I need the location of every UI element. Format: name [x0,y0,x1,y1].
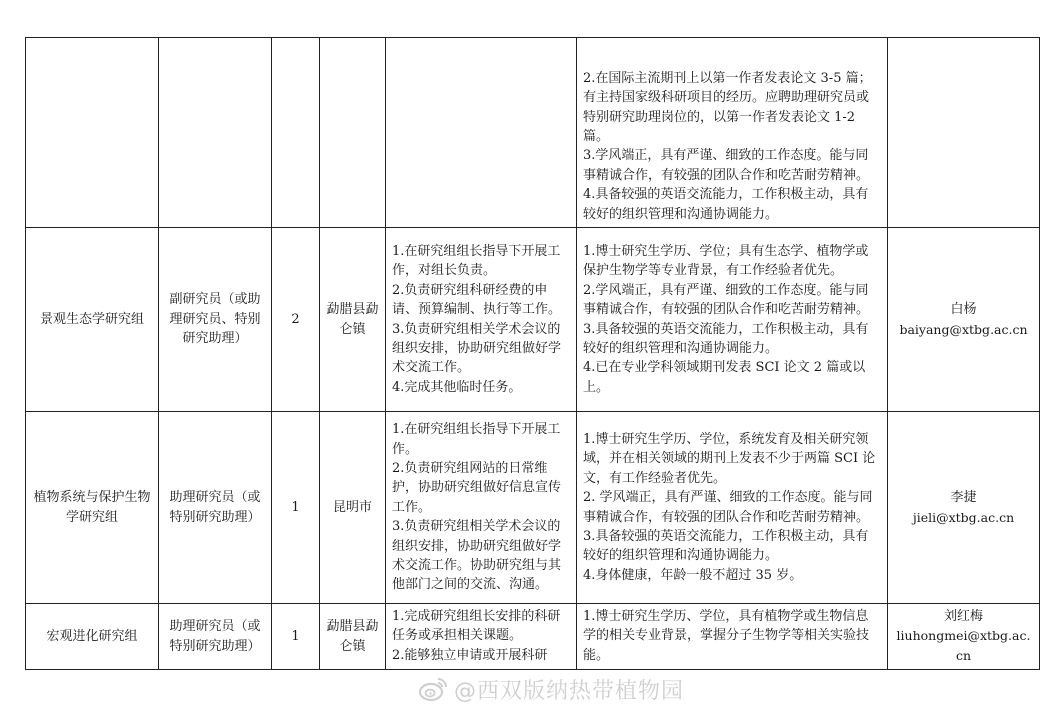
requirements-item: 3.具备较强的英语交流能力，工作积极主动，具有较好的组织管理和沟通协调能力。 [583,321,869,356]
requirements-cell [577,604,888,670]
contact-cell [888,604,1040,670]
contact-cell [888,38,1040,228]
requirements-cell [577,412,888,604]
location-cell [320,38,386,228]
group-cell: 景观生态学研究组 [26,228,159,412]
headcount-cell [272,38,320,228]
duties-item: 2.负责研究组科研经费的申请、预算编制、执行等工作。 [392,282,562,318]
contact-cell [888,228,1040,412]
duties-item: 1.在研究组组长指导下开展工作，对组长负责。 [392,243,561,279]
duties-item: 2.能够独立申请或开展科研 [392,647,548,663]
watermark [418,672,684,706]
requirements-item: 4.具备较强的英语交流能力，工作积极主动，具有较好的组织管理和沟通协调能力。 [583,187,869,222]
duties-cell [386,604,577,670]
contact-name: 李捷 [950,490,977,506]
requirements-item: 1.博士研究生学历、学位；具有生态学、植物学或保护生物学等专业背景，有工作经验者优先。 [583,243,869,279]
weibo-logo-icon [418,676,448,702]
contact-name: 白杨 [950,302,977,318]
duties-item: 4.完成其他临时任务。 [392,379,522,395]
table-row [26,412,1040,604]
requirements-item: 3.具备较强的英语交流能力，工作积极主动，具有较好的组织管理和沟通协调能力。 [583,528,869,564]
duties-item: 2.负责研究组网站的日常维护，协助研究组做好信息宣传工作。 [392,460,562,515]
duties-item: 3.负责研究组相关学术会议的组织安排，协助研究组做好学术交流工作。协助研究组与其他部门之间的交流、沟通。 [392,519,562,593]
duties-cell [386,412,577,604]
group-cell [26,38,159,228]
location-cell: 勐腊县勐仑镇 [320,604,386,670]
requirements-item: 1.博士研究生学历、学位，系统发育及相关研究领域，并在相关领域的期刊上发表不少于两篇 SCI 论文，有工作经验者优先。 [583,431,876,486]
contact-name: 刘红梅 [943,609,983,624]
position-cell: 助理研究员（或特别研究助理） [159,412,272,604]
table-row [26,38,1040,228]
requirements-cell [577,228,888,412]
duties-item: 1.在研究组组长指导下开展工作。 [392,422,561,457]
requirements-item: 1.博士研究生学历、学位，具有植物学或生物信息学的相关专业背景，掌握分子生物学等相关实验技能。 [583,609,870,663]
recruitment-table [25,37,1040,670]
position-cell [159,38,272,228]
requirements-item: 4.身体健康，年龄一般不超过 35 岁。 [583,567,803,583]
headcount-cell: 1 [272,412,320,604]
contact-email: liuhongmei@xtbg.ac.cn [896,628,1031,663]
duties-cell [386,228,577,412]
group-cell: 植物系统与保护生物学研究组 [26,412,159,604]
requirements-item: 2.学风端正，具有严谨、细致的工作态度。能与同事精诚合作，有较强的团队合作和吃苦耐劳精神。 [583,282,870,318]
position-cell: 副研究员（或助理研究员、特别研究助理） [159,228,272,412]
contact-cell [888,412,1040,604]
duties-item: 1.完成研究组组长安排的科研任务或承担相关课题。 [392,609,561,644]
location-cell: 昆明市 [320,412,386,604]
table-row [26,604,1040,670]
headcount-cell: 2 [272,228,320,412]
headcount-cell: 1 [272,604,320,670]
table-row [26,228,1040,412]
position-cell: 助理研究员（或特别研究助理） [159,604,272,670]
contact-email: baiyang@xtbg.ac.cn [899,321,1028,337]
duties-cell [386,38,577,228]
watermark-text: @西双版纳热带植物园 [454,678,685,704]
requirements-item: 2.在国际主流期刊上以第一作者发表论文 3-5 篇；有主持国家级科研项目的经历。应聘助理研究员或特别研究助理岗位的，以第一作者发表论文 1-2篇。 [583,70,872,144]
contact-email: jieli@xtbg.ac.cn [912,509,1015,525]
location-cell: 勐腊县勐仑镇 [320,228,386,412]
requirements-item: 2. 学风端正，具有严谨、细致的工作态度。能与同事精诚合作，有较强的团队合作和吃苦耐劳精神。 [583,490,873,525]
requirements-cell [577,38,888,228]
requirements-item: 3.学风端正，具有严谨、细致的工作态度。能与同事精诚合作，有较强的团队合作和吃苦耐劳精神。 [583,148,870,183]
requirements-item: 4.已在专业学科领域期刊发表 SCI 论文 2 篇或以上。 [583,360,866,395]
duties-item: 3.负责研究组相关学术会议的组织安排，协助研究组做好学术交流工作。 [392,321,562,376]
group-cell: 宏观进化研究组 [26,604,159,670]
